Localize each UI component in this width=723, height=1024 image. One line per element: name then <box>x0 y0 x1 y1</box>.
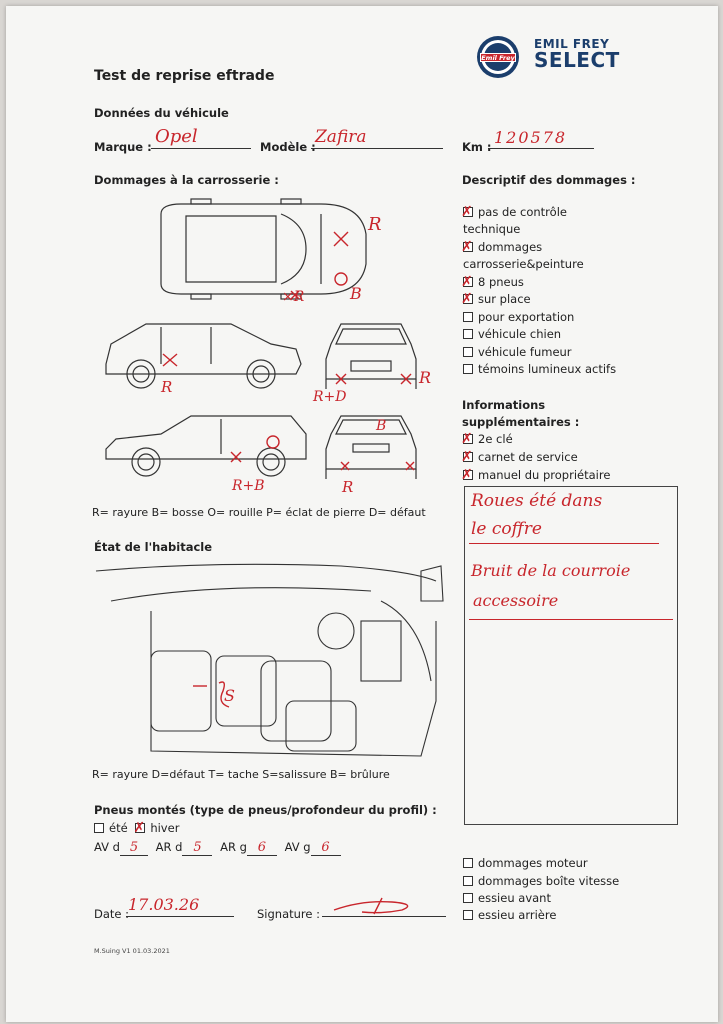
brand-label: Marque : <box>94 140 152 154</box>
vehicle-section-title: Données du véhicule <box>94 106 229 120</box>
interior-legend: R= rayure D=défaut T= tache S=salissure B= brûlure <box>92 768 390 781</box>
check-label: essieu arrière <box>478 908 557 922</box>
desc-item-label: véhicule chien <box>478 327 562 341</box>
interior-diagram <box>91 561 446 766</box>
km-label: Km : <box>462 140 492 154</box>
check-gearbox[interactable] <box>463 874 619 888</box>
av-g-field[interactable] <box>311 840 341 856</box>
car-diagrams <box>91 194 441 504</box>
car-side-view-1 <box>106 324 301 388</box>
checkbox[interactable] <box>461 239 473 255</box>
checkbox[interactable] <box>463 347 473 357</box>
model-label: Modèle : <box>260 140 316 154</box>
brand-wordmark <box>534 38 620 70</box>
emblem-text: Emil Frey <box>481 54 515 62</box>
desc-item-label: sur place <box>478 292 531 306</box>
checkbox[interactable] <box>461 291 473 307</box>
mark-side2-rb: R+B <box>232 478 265 494</box>
ar-g-value: 6 <box>257 840 267 855</box>
av-d-label: AV d <box>94 840 120 854</box>
check-engine[interactable] <box>463 856 588 870</box>
checkbox[interactable] <box>463 876 473 886</box>
mark-rear-r: R <box>342 478 354 496</box>
ar-d-field[interactable] <box>182 840 212 856</box>
logo-line2: SELECT <box>534 48 620 72</box>
checkbox[interactable] <box>463 329 473 339</box>
date-field[interactable] <box>126 895 234 917</box>
check-label: dommages boîte vitesse <box>478 874 620 888</box>
desc-item-label: 8 pneus <box>478 275 524 289</box>
mark-front-r: R <box>419 368 432 387</box>
ar-d-label: AR d <box>155 840 183 854</box>
summer-label: été <box>109 821 128 835</box>
desc-item-onsite[interactable] <box>463 292 531 306</box>
info-item-service-book[interactable] <box>463 450 578 464</box>
notes-underline <box>469 619 673 620</box>
av-d-value: 5 <box>129 840 139 855</box>
mark-front-rd: R+D <box>313 389 347 405</box>
date-label: Date : <box>94 907 130 921</box>
check-mark-icon: ✗ <box>461 449 473 465</box>
additional-info-title-1: Informations <box>462 398 546 412</box>
check-label: essieu avant <box>478 891 551 905</box>
page-title: Test de reprise eftrade <box>94 68 275 84</box>
checkbox[interactable] <box>461 467 473 483</box>
brand-value: Opel <box>155 126 198 147</box>
desc-item-label: témoins lumineux actifs <box>478 362 617 376</box>
info-item-second-key[interactable] <box>463 432 513 446</box>
damage-desc-title: Descriptif des dommages : <box>462 173 636 187</box>
additional-info-title-2: supplémentaires : <box>462 415 580 429</box>
model-field[interactable] <box>311 127 443 149</box>
notes-line-1: Roues été dans <box>471 491 603 511</box>
car-front-view <box>326 324 416 389</box>
desc-item-label: dommages <box>478 240 543 254</box>
brand-logo <box>474 34 522 84</box>
ar-g-field[interactable] <box>247 840 277 856</box>
info-item-label: manuel du propriétaire <box>478 468 611 482</box>
av-g-value: 6 <box>321 840 330 855</box>
interior-title: État de l'habitacle <box>94 540 213 554</box>
checkbox[interactable] <box>463 893 473 903</box>
check-front-axle[interactable] <box>463 891 551 905</box>
form-version: M.Suing V1 01.03.2021 <box>94 947 170 955</box>
desc-item-label: véhicule fumeur <box>478 345 572 359</box>
winter-label: hiver <box>150 821 180 835</box>
desc-item-export[interactable] <box>463 310 574 324</box>
checkbox[interactable] <box>461 274 473 290</box>
interior-mark: S <box>224 686 235 705</box>
desc-item-damage-line2: carrosserie&peinture <box>463 257 584 271</box>
desc-item-smoker[interactable] <box>463 345 572 359</box>
check-mark-icon: ✗ <box>133 820 146 836</box>
mark-top-r: R <box>368 214 382 235</box>
checkbox[interactable] <box>463 858 473 868</box>
checkbox[interactable] <box>461 449 473 465</box>
checkbox[interactable] <box>463 312 473 322</box>
km-field[interactable] <box>488 128 594 149</box>
check-mark-icon: ✗ <box>461 467 473 483</box>
mark-top-xr: ×R <box>282 289 305 305</box>
info-item-label: 2e clé <box>478 432 513 446</box>
checkbox[interactable] <box>461 431 473 447</box>
notes-line-4: accessoire <box>473 591 559 610</box>
desc-item-dog[interactable] <box>463 327 561 341</box>
summer-checkbox[interactable] <box>94 823 104 833</box>
car-rear-view <box>326 416 416 479</box>
signature-icon <box>322 896 446 916</box>
tire-depth-row <box>94 840 341 856</box>
info-item-owner-manual[interactable] <box>463 468 610 482</box>
check-mark-icon: ✗ <box>461 431 473 447</box>
notes-line-3: Bruit de la courroie <box>471 561 631 580</box>
car-top-view <box>161 199 366 299</box>
signature-field[interactable] <box>322 902 446 917</box>
info-item-label: carnet de service <box>478 450 578 464</box>
ar-d-value: 5 <box>193 840 202 855</box>
desc-item-tires[interactable] <box>463 275 524 289</box>
desc-item-label: pour exportation <box>478 310 575 324</box>
km-value: 120578 <box>494 128 568 147</box>
mark-side1-r: R <box>161 378 173 396</box>
desc-item-warning-lights[interactable] <box>463 362 616 376</box>
desc-item-control[interactable] <box>463 205 567 219</box>
mark-rear-b: B <box>376 418 387 434</box>
brand-field[interactable] <box>151 126 251 149</box>
tires-title: Pneus montés (type de pneus/profondeur du profil) : <box>94 803 437 817</box>
emblem-icon <box>474 34 522 80</box>
checkbox[interactable] <box>463 910 473 920</box>
car-side-view-2 <box>106 416 306 476</box>
desc-item-control-line2: technique <box>463 222 521 236</box>
desc-item-damage[interactable] <box>463 240 542 254</box>
body-damage-title: Dommages à la carrosserie : <box>94 173 279 187</box>
notes-line-2: le coffre <box>471 519 542 539</box>
check-mark-icon: ✗ <box>461 204 473 220</box>
tire-type-row <box>94 821 179 835</box>
body-damage-legend: R= rayure B= bosse O= rouille P= éclat de pierre D= défaut <box>92 506 426 519</box>
checkbox[interactable] <box>461 204 473 220</box>
check-mark-icon: ✗ <box>461 239 473 255</box>
check-mark-icon: ✗ <box>461 274 473 290</box>
mark-top-b: B <box>350 284 362 303</box>
av-g-label: AV g <box>284 840 311 854</box>
logo-line1: EMIL FREY <box>534 37 610 51</box>
notes-box[interactable] <box>464 486 678 825</box>
av-d-field[interactable] <box>120 840 148 856</box>
checkbox[interactable] <box>463 364 473 374</box>
winter-checkbox[interactable] <box>133 820 146 836</box>
check-rear-axle[interactable] <box>463 908 556 922</box>
signature-label: Signature : <box>257 907 321 921</box>
date-value: 17.03.26 <box>128 895 200 914</box>
ar-g-label: AR g <box>220 840 247 854</box>
model-value: Zafira <box>315 127 367 147</box>
check-mark-icon: ✗ <box>461 291 473 307</box>
notes-underline <box>469 543 659 544</box>
form-page <box>6 6 718 1022</box>
check-label: dommages moteur <box>478 856 588 870</box>
desc-item-label: pas de contrôle <box>478 205 567 219</box>
